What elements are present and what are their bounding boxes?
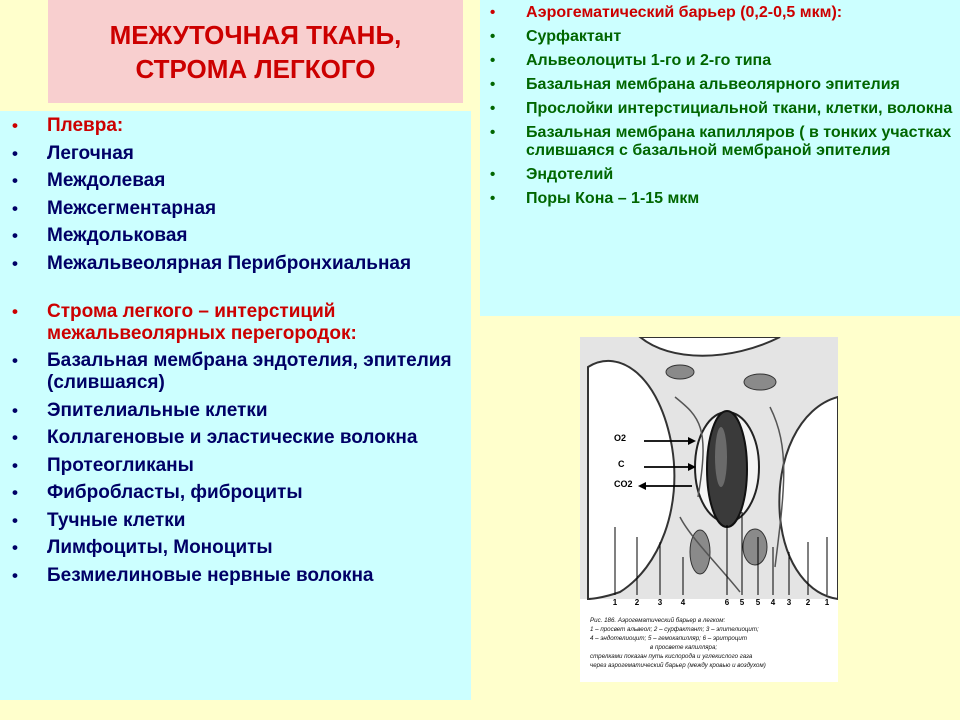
num-9: 3 xyxy=(786,598,792,607)
bullet-icon: • xyxy=(490,28,496,45)
barrier-list-item-text: Аэрогематический барьер (0,2-0,5 мкм): xyxy=(526,4,843,21)
stroma-list-item xyxy=(0,143,471,165)
stroma-list-item-text: Эпителиальные клетки xyxy=(47,399,268,421)
barrier-list-item xyxy=(480,166,960,184)
stroma-list-item xyxy=(0,455,471,477)
bullet-icon: • xyxy=(12,400,18,420)
bullet-icon: • xyxy=(12,351,18,370)
number-labels xyxy=(613,598,830,607)
stroma-list-item-text: Лимфоциты, Моноциты xyxy=(47,537,273,558)
nucleus-4 xyxy=(666,365,694,379)
stroma-list-item xyxy=(0,565,471,587)
stroma-list-item-text: Межальвеолярная Перибронхиальная xyxy=(47,252,412,274)
figure-caption xyxy=(590,617,766,669)
nucleus-3 xyxy=(743,529,767,565)
num-10: 2 xyxy=(805,598,811,607)
bullet-icon: • xyxy=(490,166,496,183)
stroma-list-item-text: Тучные клетки xyxy=(47,509,186,531)
bullet-icon: • xyxy=(12,428,18,447)
stroma-list-item xyxy=(0,253,471,275)
num-11: 1 xyxy=(824,598,830,607)
title-box xyxy=(48,0,463,103)
bullet-icon: • xyxy=(490,4,496,21)
erythrocyte-highlight xyxy=(715,427,727,487)
caption-line-5: стрелками показан путь кислорода и углекислого газа xyxy=(590,653,753,660)
num-4: 4 xyxy=(680,598,686,607)
stroma-list-item-text: Коллагеновые и эластические волокна xyxy=(47,427,418,448)
barrier-list-item xyxy=(480,124,960,160)
stroma-list-item xyxy=(0,350,471,394)
barrier-list-item-text: Базальная мембрана капилляров ( в тонких участках слившаяся с базальной мембраной эпителия xyxy=(526,124,952,159)
label-c: C xyxy=(618,459,625,469)
stroma-list-item xyxy=(0,510,471,532)
barrier-list-item-text: Прослойки интерстициальной ткани, клетки, волокна xyxy=(526,100,953,117)
barrier-list-item-text: Эндотелий xyxy=(526,166,614,183)
caption-line-6: через аэрогематический барьер (между кровью и воздухом) xyxy=(590,662,766,669)
stroma-list-item xyxy=(0,225,471,247)
stroma-list-item xyxy=(0,198,471,220)
stroma-list-item-text: Междолевая xyxy=(47,170,166,191)
bullet-icon: • xyxy=(490,100,496,117)
aerohematic-barrier-figure xyxy=(580,337,838,682)
nucleus-2 xyxy=(744,374,776,390)
title-line-1: МЕЖУТОЧНАЯ ТКАНЬ, xyxy=(109,19,402,50)
caption-line-1: Рис. 186. Аэрогематический барьер в легком: xyxy=(590,617,726,624)
barrier-list-item xyxy=(480,190,960,208)
stroma-list-item-text: Безмиелиновые нервные волокна xyxy=(47,564,374,586)
barrier-illustration xyxy=(580,337,838,682)
title-line-2: СТРОМА ЛЕГКОГО xyxy=(135,53,376,84)
bullet-icon: • xyxy=(12,198,18,218)
bullet-icon: • xyxy=(490,52,496,69)
bullet-icon: • xyxy=(12,538,18,557)
bullet-icon: • xyxy=(490,124,496,141)
barrier-list-item xyxy=(480,4,960,22)
num-2: 2 xyxy=(634,598,640,607)
stroma-list-item-text: Базальная мембрана эндотелия, эпителия (слившаяся) xyxy=(47,350,452,393)
stroma-list-item xyxy=(0,301,471,345)
bullet-icon: • xyxy=(12,171,18,190)
stroma-list-item-text: Строма легкого – интерстиций межальвеолярных перегородок: xyxy=(47,300,357,344)
bullet-icon: • xyxy=(490,190,496,207)
stroma-list-item-text: Межсегментарная xyxy=(47,197,217,219)
stroma-list-item-text: Плевра: xyxy=(47,115,124,136)
stroma-list-item-text: Легочная xyxy=(47,142,134,164)
bullet-icon: • xyxy=(12,483,18,502)
stroma-panel xyxy=(0,111,471,700)
barrier-list xyxy=(480,0,960,208)
barrier-list-item xyxy=(480,76,960,94)
stroma-list-item xyxy=(0,170,471,192)
num-8: 4 xyxy=(770,598,776,607)
bullet-icon: • xyxy=(12,565,18,585)
stroma-list-item-text: Фибробласты, фиброциты xyxy=(47,482,303,503)
num-1: 1 xyxy=(612,598,618,607)
bullet-icon: • xyxy=(12,226,18,245)
bullet-icon: • xyxy=(12,253,18,273)
stroma-list-item-text: Протеогликаны xyxy=(47,454,194,476)
stroma-list-item xyxy=(0,400,471,422)
label-co2: CO2 xyxy=(614,479,633,489)
barrier-panel xyxy=(480,0,960,316)
barrier-list-item-text: Базальная мембрана альвеолярного эпителия xyxy=(526,76,900,93)
stroma-list xyxy=(0,111,471,587)
stroma-list-item xyxy=(0,537,471,559)
erythrocyte xyxy=(707,411,747,527)
bullet-icon: • xyxy=(12,143,18,163)
bullet-icon: • xyxy=(12,510,18,530)
bullet-icon: • xyxy=(490,76,496,93)
barrier-list-item-text: Сурфактант xyxy=(526,28,622,45)
barrier-list-item xyxy=(480,52,960,70)
stroma-list-item xyxy=(0,482,471,504)
num-6: 5 xyxy=(739,598,745,607)
barrier-list-item xyxy=(480,100,960,118)
num-3: 3 xyxy=(657,598,663,607)
caption-line-2: 1 – просвет альвеол; 2 – сурфактант; 3 – эпителиоцит; xyxy=(590,626,759,633)
bullet-icon: • xyxy=(12,301,18,321)
barrier-list-item-text: Альвеолоциты 1-го и 2-го типа xyxy=(526,52,772,69)
label-o2: O2 xyxy=(614,433,627,443)
bullet-icon: • xyxy=(12,455,18,475)
stroma-list-item xyxy=(0,427,471,449)
barrier-list-item-text: Поры Кона – 1-15 мкм xyxy=(526,190,700,207)
barrier-list-item xyxy=(480,28,960,46)
bullet-icon: • xyxy=(12,116,18,135)
num-7: 5 xyxy=(755,598,761,607)
stroma-list-item xyxy=(0,115,471,137)
caption-line-4: в просвете капилляра; xyxy=(650,644,718,651)
caption-line-3: 4 – эндотелиоцит; 5 – гемокапилляр; 6 – эритроцит xyxy=(590,635,747,642)
num-5: 6 xyxy=(724,598,730,607)
stroma-list-item-text: Междольковая xyxy=(47,225,188,246)
